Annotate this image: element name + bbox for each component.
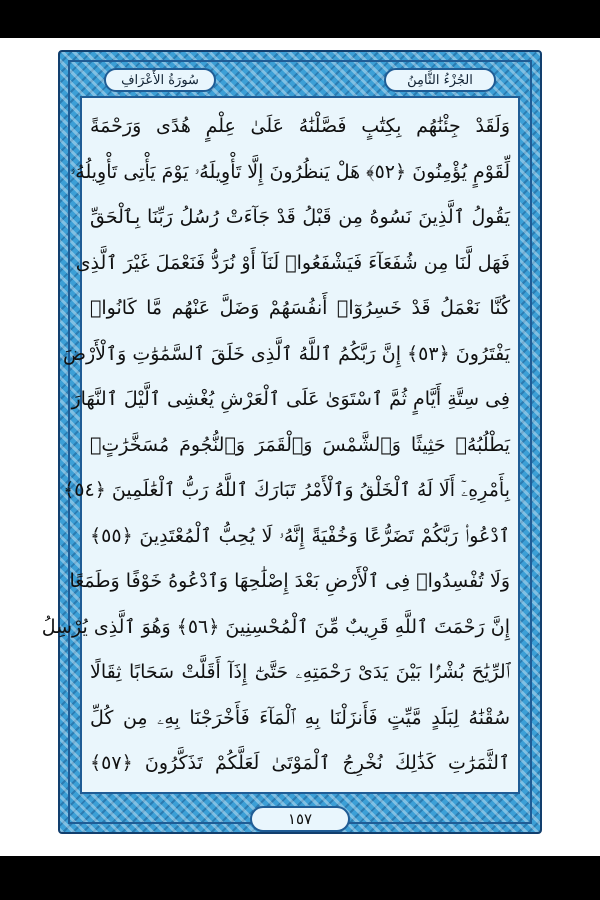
verse-line: يَفْتَرُونَ ﴿٥٣﴾ إِنَّ رَبَّكُمُ ٱللَّهُ ٱلَّذِى خَلَقَ ٱلسَّمَٰوَٰتِ وَٱلْأَرْضَ [63,342,510,365]
verse-line: يَقُولُ ٱلَّذِينَ نَسُوهُ مِن قَبْلُ قَدْ جَآءَتْ رُسُلُ رَبِّنَا بِٱلْحَقِّ [90,206,510,228]
verse-line: سُقْنَٰهُ لِبَلَدٍ مَّيِّتٍ فَأَنزَلْنَا بِهِ ٱلْمَآءَ فَأَخْرَجْنَا بِهِۦ مِن كُلِّ [90,706,510,729]
verse-line: يَطْلُبُهُۥ حَثِيثًا وَٱلشَّمْسَ وَٱلْقَمَرَ وَٱلنُّجُومَ مُسَخَّرَٰتٍۭ [90,433,510,456]
page-number: ١٥٧ [250,806,350,832]
verse-line: ٱلثَّمَرَٰتِ كَذَٰلِكَ نُخْرِجُ ٱلْمَوْتَىٰ لَعَلَّكُمْ تَذَكَّرُونَ ﴿٥٧﴾ [90,752,510,774]
verse-line: فِى سِتَّةِ أَيَّامٍ ثُمَّ ٱسْتَوَىٰ عَلَى ٱلْعَرْشِ يُغْشِى ٱلَّيْلَ ٱلنَّهَارَ [71,388,510,410]
top-black-bar [0,0,600,38]
bottom-black-bar [0,856,600,900]
mushaf-page [0,38,600,856]
verse-line: إِنَّ رَحْمَتَ ٱللَّهِ قَرِيبٌ مِّنَ ٱلْمُحْسِنِينَ ﴿٥٦﴾ وَهُوَ ٱلَّذِى يُرْسِلُ [41,615,510,638]
verse-line: وَلَا تُفْسِدُوا۟ فِى ٱلْأَرْضِ بَعْدَ إِصْلَٰحِهَا وَٱدْعُوهُ خَوْفًا وَطَمَعًا [69,570,510,592]
verse-line: لِّقَوْمٍ يُؤْمِنُونَ ﴿٥٢﴾ هَلْ يَنظُرُونَ إِلَّا تَأْوِيلَهُۥ يَوْمَ يَأْتِى تَأْوِيلُهُۥ [70,160,510,183]
verse-line: بِأَمْرِهِۦٓ أَلَا لَهُ ٱلْخَلْقُ وَٱلْأَمْرُ تَبَارَكَ ٱللَّهُ رَبُّ ٱلْعَٰلَمِينَ ﴿٥٤﴾ [63,479,510,501]
verse-line: ٱدْعُوا۟ رَبَّكُمْ تَضَرُّعًا وَخُفْيَةً إِنَّهُۥ لَا يُحِبُّ ٱلْمُعْتَدِينَ ﴿٥٥﴾ [90,524,510,547]
quran-text-area [41,96,520,794]
verse-line: فَهَل لَّنَا مِن شُفَعَآءَ فَيَشْفَعُوا۟ لَنَآ أَوْ نُرَدُّ فَنَعْمَلَ غَيْرَ ٱلَّذِى [75,251,510,274]
verse-line: وَلَقَدْ جِئْنَٰهُم بِكِتَٰبٍ فَصَّلْنَٰهُ عَلَىٰ عِلْمٍ هُدًى وَرَحْمَةً [90,115,510,137]
juz-label: الجُزْءُ الثَّامِنُ [384,68,496,92]
verse-line: كُنَّا نَعْمَلُ قَدْ خَسِرُوٓا۟ أَنفُسَهُمْ وَضَلَّ عَنْهُم مَّا كَانُوا۟ [90,297,510,319]
verse-lines [41,104,510,787]
verse-line: ٱلرِّيَٰحَ بُشْرًۢا بَيْنَ يَدَىْ رَحْمَتِهِۦ حَتَّىٰٓ إِذَآ أَقَلَّتْ سَحَابًا ثِقَالًا [90,661,510,683]
surah-label: سُورَةُ الأَعْرَافِ [104,68,216,92]
